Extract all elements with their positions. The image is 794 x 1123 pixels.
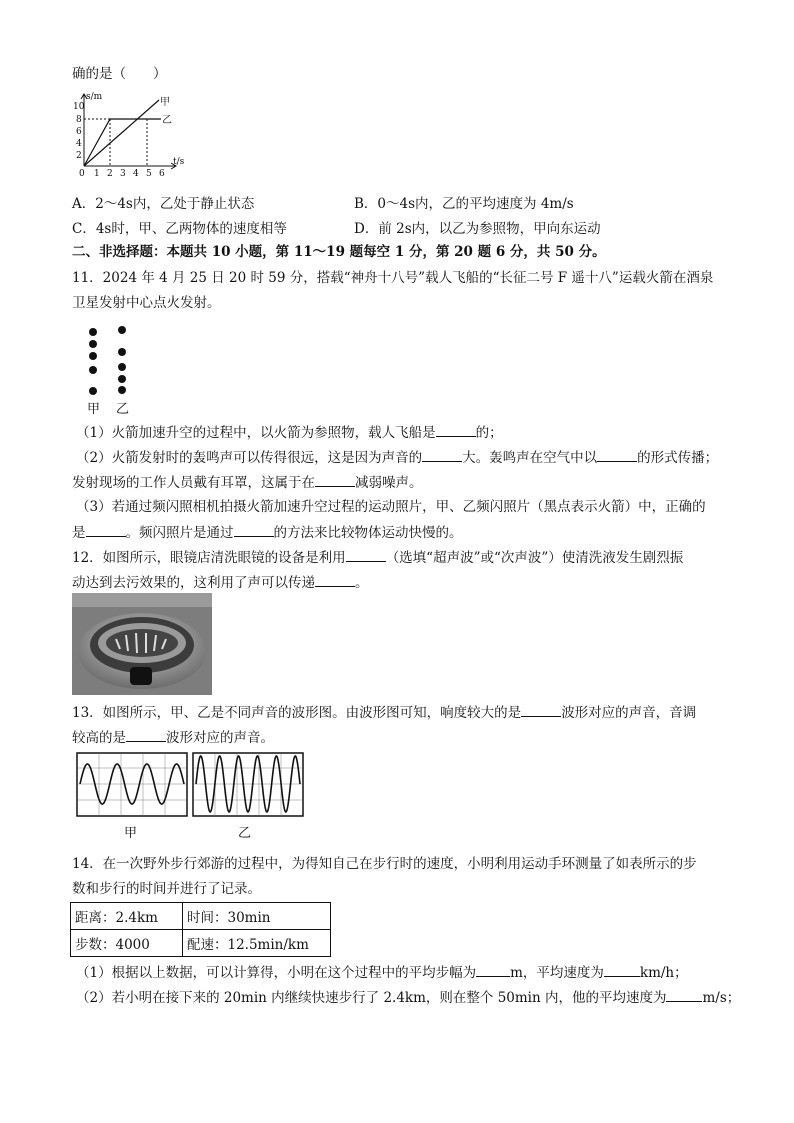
q11-p2-text: 大。轰鸣声在空气中以 [462,450,598,466]
q14-text: km/h； [639,965,688,981]
graph-x-tick: 4 [133,169,139,179]
q14-record-table [70,902,331,957]
q11-p1-text: （1）火箭加速升空的过程中，以火箭为参照物，载人飞船是 [76,425,436,441]
answer-blank[interactable] [666,987,702,1002]
answer-blank[interactable] [436,422,476,437]
q10-option-a: A．2～4s内，乙处于静止状态 [72,196,255,212]
ultrasonic-cleaner-photo [72,593,212,695]
q10-st-graph [70,92,195,180]
q13-text: 较高的是 [72,730,126,746]
q13-text: 波形对应的声音。 [166,730,274,746]
answer-blank[interactable] [126,727,166,742]
q14-part2 [76,987,740,1008]
answer-blank[interactable] [86,522,126,537]
answer-blank[interactable] [234,522,274,537]
graph-x-tick: 0 [79,169,85,179]
q12-line1 [72,547,683,568]
q11-label-yi: 乙 [116,402,130,417]
q11-part3-cont [72,522,463,543]
graph-x-tick: 5 [146,169,152,179]
q12-text: 。 [355,575,369,591]
graph-y-tick: 4 [76,139,82,149]
table-cell: 距离：2.4km [71,903,183,930]
q10-option-d: D．前 2s内，以乙为参照物，甲向东运动 [354,221,601,237]
q11-line2: 卫星发射中心点火发射。 [72,295,221,311]
table-cell: 配速：12.5min/km [183,930,331,957]
answer-blank[interactable] [597,447,637,462]
q13-label-jia: 甲 [124,826,138,841]
q13-label-yi: 乙 [238,826,252,841]
table-cell: 时间：30min [183,903,331,930]
q11-p2-text: 减弱噪声。 [355,475,423,491]
q12-text: 动达到去污效果的，这利用了声可以传递 [72,575,315,591]
graph-x-tick: 6 [159,169,165,179]
answer-blank[interactable] [315,472,355,487]
table-cell: 步数：4000 [71,930,183,957]
q11-p2-text: 发射现场的工作人员戴有耳罩，这属于在 [72,475,315,491]
graph-x-tick: 3 [120,169,126,179]
answer-blank[interactable] [346,547,386,562]
answer-blank[interactable] [476,962,510,977]
table-row [71,903,331,930]
answer-blank[interactable] [422,447,462,462]
q11-p2-text: 的形式传播； [637,450,719,466]
q14-text: m/s； [702,990,741,1006]
q11-line1: 11．2024 年 4 月 25 日 20 时 59 分，搭载“神舟十八号”载人飞船的“长征二号 F 遥十八”运载火箭在酒泉 [72,270,714,286]
section-title: 二、非选择题：本题共 10 小题，第 11～19 题每空 1 分，第 20 题 6 分，共 50 分。 [72,244,606,260]
q12-line2 [72,572,369,593]
q11-label-jia: 甲 [87,402,101,417]
q13-text: 波形对应的声音，音调 [561,705,697,721]
q13-line1 [72,702,696,723]
q10-stem-tail: 确的是（ ） [72,66,167,82]
q11-p3-text: 是 [72,525,86,541]
q11-p2-text: （2）火箭发射时的轰鸣声可以传得很远，这是因为声音的 [76,450,423,466]
q14-text: m，平均速度为 [510,965,604,981]
q13-text: 13．如图所示，甲、乙是不同声音的波形图。由波形图可知，响度较大的是 [72,705,522,721]
graph-x-unit: t/s [173,157,185,167]
q14-text: （2）若小明在接下来的 20min 内继续快速步行了 2.4km，则在整个 50min 内，他的平均速度为 [76,990,667,1006]
graph-y-tick: 2 [76,151,82,161]
q14-text: （1）根据以上数据，可以计算得，小明在这个过程中的平均步幅为 [76,965,477,981]
q11-p1-text: 的； [475,425,503,441]
q14-line2: 数和步行的时间并进行了记录。 [72,881,261,897]
graph-x-tick: 1 [94,169,100,179]
answer-blank[interactable] [604,962,640,977]
table-row [71,930,331,957]
q11-p3-text: 的方法来比较物体运动快慢的。 [273,525,463,541]
q11-part3: （3）若通过频闪照相机拍摄火箭加速升空过程的运动照片，甲、乙频闪照片（黑点表示火箭）中，正确的 [76,499,706,515]
q13-waveforms [76,752,306,818]
q11-p3-text: 。频闪照片是通过 [125,525,234,541]
graph-label-jia: 甲 [160,97,170,108]
graph-y-tick: 10 [73,102,85,112]
graph-x-tick: 2 [107,169,113,179]
graph-y-tick: 6 [76,127,82,137]
q11-part1 [76,422,503,443]
graph-y-unit: s/m [86,92,103,102]
q14-line1: 14．在一次野外步行郊游的过程中，为得知自己在步行时的速度，小明利用运动手环测量了如表所示的步 [72,856,697,872]
graph-label-yi: 乙 [162,115,172,126]
answer-blank[interactable] [315,572,355,587]
q11-part2 [76,447,718,468]
q12-text: 12．如图所示，眼镜店清洗眼镜的设备是利用 [72,550,346,566]
q10-option-b: B．0～4s内，乙的平均速度为 4m/s [354,196,574,212]
q12-text: （选填“超声波”或“次声波”）使清洗液发生剧烈振 [385,550,684,566]
q13-line2 [72,727,274,748]
q11-part2-cont [72,472,423,493]
answer-blank[interactable] [521,702,561,717]
q14-part1 [76,962,688,983]
q10-option-c: C．4s时，甲、乙两物体的速度相等 [72,221,287,237]
graph-y-tick: 8 [76,115,82,125]
